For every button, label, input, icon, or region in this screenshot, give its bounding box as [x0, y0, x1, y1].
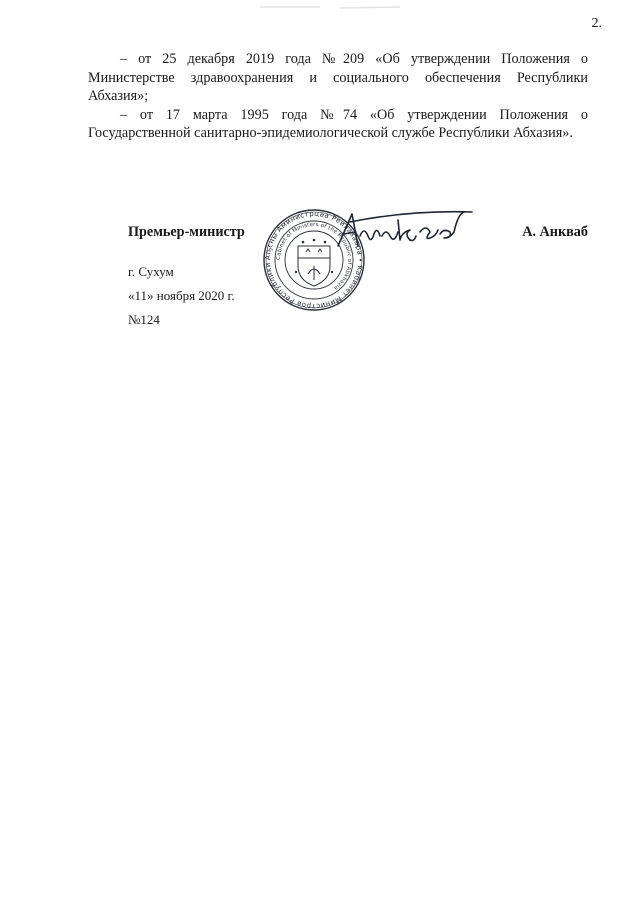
paragraph-1-rest: Министерстве здравоохранения и социального обеспечения Республики Абхазия»;	[88, 69, 588, 104]
signer-name: А. Анкваб	[522, 224, 588, 240]
scan-artifact	[250, 0, 410, 8]
paragraph-2-rest: Государственной санитарно-эпидемиологической службе Республики Абхазия».	[88, 125, 573, 141]
document-place: г. Сухум	[128, 264, 174, 279]
page-number: 2.	[591, 16, 602, 31]
seal-outer-text: Аҧсны Аминистрцәа Реилазаара • Кабинет Министров Республики	[263, 209, 365, 311]
seal-inner-text: Cabinet of Ministers of the Republic of Abkhazia	[275, 221, 353, 292]
paragraph-2	[88, 106, 588, 143]
paragraph-1-line1: – от 25 декабря 2019 года №209 «Об утверждении Положения о	[120, 51, 588, 67]
document-date: «11» ноября 2020 г.	[128, 288, 235, 303]
document-number: №124	[128, 312, 160, 327]
handwritten-signature-icon	[330, 206, 480, 254]
document-body	[88, 50, 588, 143]
paragraph-2-line1: – от 17 марта 1995 года №74 «Об утверждении Положения о	[120, 106, 588, 123]
signer-position: Премьер-министр	[128, 224, 245, 240]
paragraph-1	[88, 50, 588, 106]
